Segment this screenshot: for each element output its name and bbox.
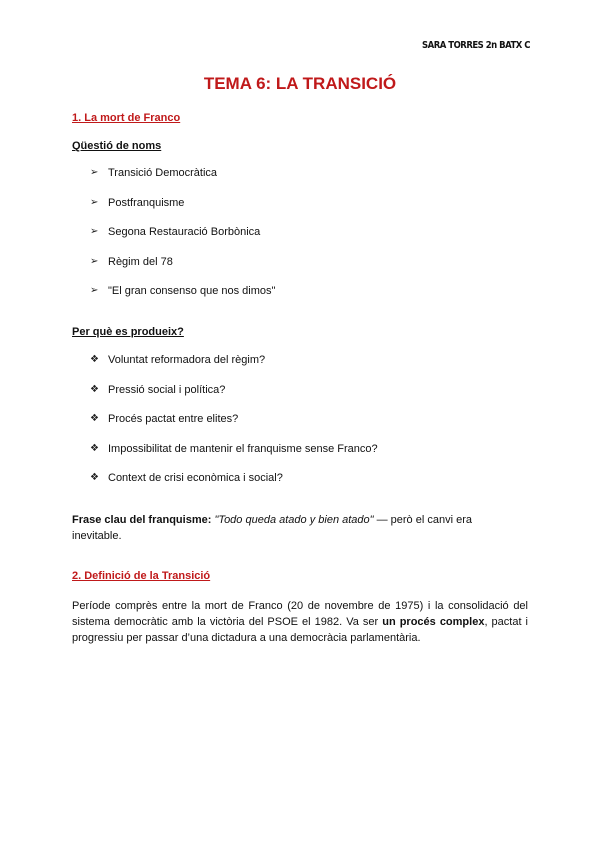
arrow-bullet-icon: ➢ — [90, 167, 99, 178]
arrow-bullet-icon: ➢ — [90, 226, 99, 237]
diamond-bullet-icon: ❖ — [90, 472, 99, 483]
diamond-bullet-icon: ❖ — [90, 354, 99, 365]
diamond-bullet-icon: ❖ — [90, 442, 99, 454]
definition-bold-text: un procés complex — [382, 616, 485, 628]
section-2-heading: 2. Definició de la Transició — [72, 570, 211, 582]
list-item — [90, 443, 378, 473]
list-item — [90, 354, 378, 384]
list-item — [90, 226, 275, 256]
key-phrase-label: Frase clau del franquisme: — [72, 514, 212, 526]
list-item — [90, 472, 378, 502]
diamond-bullet-icon: ❖ — [90, 413, 99, 424]
list-item-text: Règim del 78 — [108, 255, 173, 268]
list-item-text: Segona Restauració Borbònica — [108, 226, 261, 238]
list-item-text: Voluntat reformadora del règim? — [108, 354, 266, 366]
list-item-text: Context de crisi econòmica i social? — [108, 472, 283, 484]
definition-text-end: , pactat i progressiu per passar d’una dictadura a una democràcia parlamentària. — [72, 616, 529, 644]
list-item-text: Postfranquisme — [108, 196, 185, 209]
arrow-bullet-icon: ➢ — [90, 255, 99, 267]
header-author: SARA TORRES 2n BATX C — [422, 40, 530, 51]
list-item-text: "El gran consenso que nos dimos" — [108, 285, 276, 297]
list-item — [90, 413, 378, 443]
key-phrase-rest: — però el canvi era inevitable. — [72, 514, 472, 542]
arrow-bullet-icon: ➢ — [90, 285, 99, 296]
definition-text-start: Període comprès entre la mort de Franco (20 de novembre de 1975) i la consolidació del sistema democràtic amb la victòria del PSOE el 1982. Va ser — [72, 600, 528, 628]
list-item-text: Impossibilitat de mantenir el franquisme sense Franco? — [108, 442, 378, 455]
why-subheading: Per què es produeix? — [72, 326, 184, 338]
why-list — [90, 354, 378, 502]
page-title: TEMA 6: LA TRANSICIÓ — [203, 74, 397, 93]
list-item — [90, 384, 378, 414]
list-item-text: Pressió social i política? — [108, 383, 226, 396]
diamond-bullet-icon: ❖ — [90, 383, 99, 395]
arrow-bullet-icon: ➢ — [90, 196, 99, 208]
list-item — [90, 167, 275, 197]
list-item-text: Transició Democràtica — [108, 167, 218, 179]
key-phrase-paragraph — [72, 512, 512, 544]
list-item — [90, 256, 275, 286]
section-1-heading: 1. La mort de Franco — [72, 112, 181, 124]
names-subheading: Qüestió de noms — [72, 140, 162, 152]
list-item — [90, 197, 275, 227]
names-list — [90, 167, 275, 315]
definition-paragraph — [72, 598, 528, 646]
list-item-text: Procés pactat entre elites? — [108, 413, 239, 425]
list-item — [90, 285, 275, 315]
key-phrase-quote: "Todo queda atado y bien atado" — [214, 514, 374, 526]
